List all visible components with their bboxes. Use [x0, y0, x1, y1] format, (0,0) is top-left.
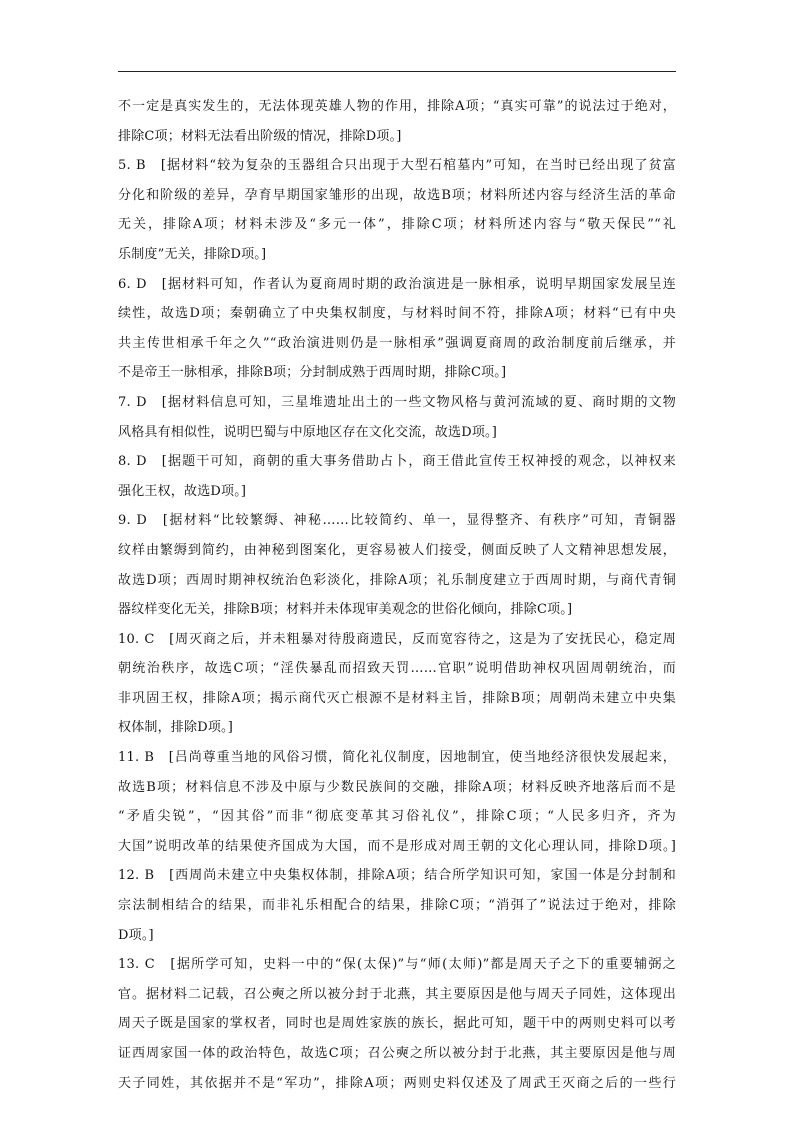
- answer-item-12: 12. B [西周尚未建立中央集权体制，排除A项；结合所学知识可知，家国一体是分封制和: [118, 868, 676, 884]
- text-line: 风格具有相似性，说明巴蜀与中原地区存在文化交流，故选D项。]: [118, 424, 497, 440]
- text-line: D项。]: [118, 927, 154, 943]
- answer-item-8: 8. D [据题干可知，商朝的重大事务借助占卜，商王借此宣传王权神授的观念，以神权来: [118, 454, 676, 470]
- text-line: 不是帝王一脉相承，排除B项；分封制成熟于西周时期，排除C项。]: [118, 365, 507, 381]
- text-line: 大国”说明改革的结果使齐国成为大国，而不是形成对周王朝的文化心理认同，排除D项。]: [118, 838, 676, 854]
- text-line: 权体制，排除D项。]: [118, 720, 233, 736]
- answer-item-10: 10. C [周灭商之后，并未粗暴对待殷商遗民，反而宽容待之，这是为了安抚民心，稳定周: [118, 631, 676, 647]
- text-line: 天子同姓，其依据并不是“军功”，排除A项；两则史料仅述及了周武王灭商之后的一些行: [118, 1075, 676, 1091]
- text-line: 续性，故选D项；秦朝确立了中央集权制度，与材料时间不符，排除A项；材料“已有中央: [118, 306, 676, 322]
- answer-item-9: 9. D [据材料“比较繁缛、神秘……比较简约、单一，显得整齐、有秩序”可知，青铜器: [118, 513, 676, 529]
- text-line: 故选D项；西周时期神权统治色彩淡化，排除A项；礼乐制度建立于西周时期，与商代青铜: [118, 572, 676, 588]
- text-line: 官。据材料二记载，召公奭之所以被分封于北燕，其主要原因是他与周天子同姓，这体现出: [118, 986, 676, 1002]
- text-line: 强化王权，故选D项。]: [118, 483, 247, 499]
- text-line: 分化和阶级的差异，孕育早期国家雏形的出现，故选B项；材料所述内容与经济生活的革命: [118, 187, 676, 203]
- text-line: 宗法制相结合的结果，而非礼乐相配合的结果，排除C项；“消弭了”说法过于绝对，排除: [118, 898, 676, 914]
- text-line: 证西周家国一体的政治特色，故选C项；召公奭之所以被分封于北燕，其主要原因是他与周: [118, 1046, 676, 1061]
- text-line: 共主传世相承千年之久”“政治演进则仍是一脉相承”强调夏商周的政治制度前后继承，并: [118, 335, 676, 351]
- answer-item-13: 13. C [据所学可知，史料一中的“保(太保)”与“师(太师)”都是周天子之下的重要辅弼之: [118, 957, 676, 973]
- text-line: 不一定是真实发生的，无法体现英雄人物的作用，排除A项；“真实可靠”的说法过于绝对，: [118, 99, 676, 114]
- answer-item-7: 7. D [据材料信息可知，三星堆遗址出土的一些文物风格与黄河流域的夏、商时期的文物: [118, 394, 676, 410]
- text-line: “矛盾尖锐”，“因其俗”而非“彻底变革其习俗礼仪”，排除C项；“人民多归齐，齐为: [118, 809, 676, 825]
- answer-item-5: 5. B [据材料“较为复杂的玉器组合只出现于大型石棺墓内”可知，在当时已经出现了贫富: [118, 158, 676, 174]
- answer-item-6: 6. D [据材料可知，作者认为夏商周时期的政治演进是一脉相承，说明早期国家发展呈连: [118, 276, 676, 292]
- text-line: 非巩固王权，排除A项；揭示商代灭亡根源不是材料主旨，排除B项；周朝尚未建立中央集: [118, 690, 676, 706]
- text-line: 纹样由繁缛到简约，由神秘到图案化，更容易被人们接受，侧面反映了人文精神思想发展，: [118, 542, 676, 558]
- header-divider: [118, 71, 676, 72]
- text-line: 乐制度”无关，排除D项。]: [118, 246, 267, 262]
- text-line: 朝统治秩序，故选C项；“淫佚暴乱而招致天罚……官职”说明借助神权巩固周朝统治，而: [118, 661, 676, 677]
- text-line: 无关，排除A项；材料未涉及“多元一体”，排除C项；材料所述内容与“敬天保民”“礼: [118, 217, 676, 233]
- answer-item-11: 11. B [吕尚尊重当地的风俗习惯，简化礼仪制度，因地制宜，使当地经济很快发展起来，: [118, 750, 676, 766]
- text-line: 周天子既是国家的掌权者，同时也是周姓家族的族长，据此可知，题干中的两则史料可以考: [118, 1016, 676, 1032]
- answer-explanations: [118, 92, 676, 1098]
- text-line: 故选B项；材料信息不涉及中原与少数民族间的交融，排除A项；材料反映齐地落后而不是: [118, 779, 676, 795]
- text-line: 排除C项；材料无法看出阶级的情况，排除D项。]: [118, 128, 402, 144]
- text-line: 器纹样变化无关，排除B项；材料并未体现审美观念的世俗化倾向，排除C项。]: [118, 602, 573, 618]
